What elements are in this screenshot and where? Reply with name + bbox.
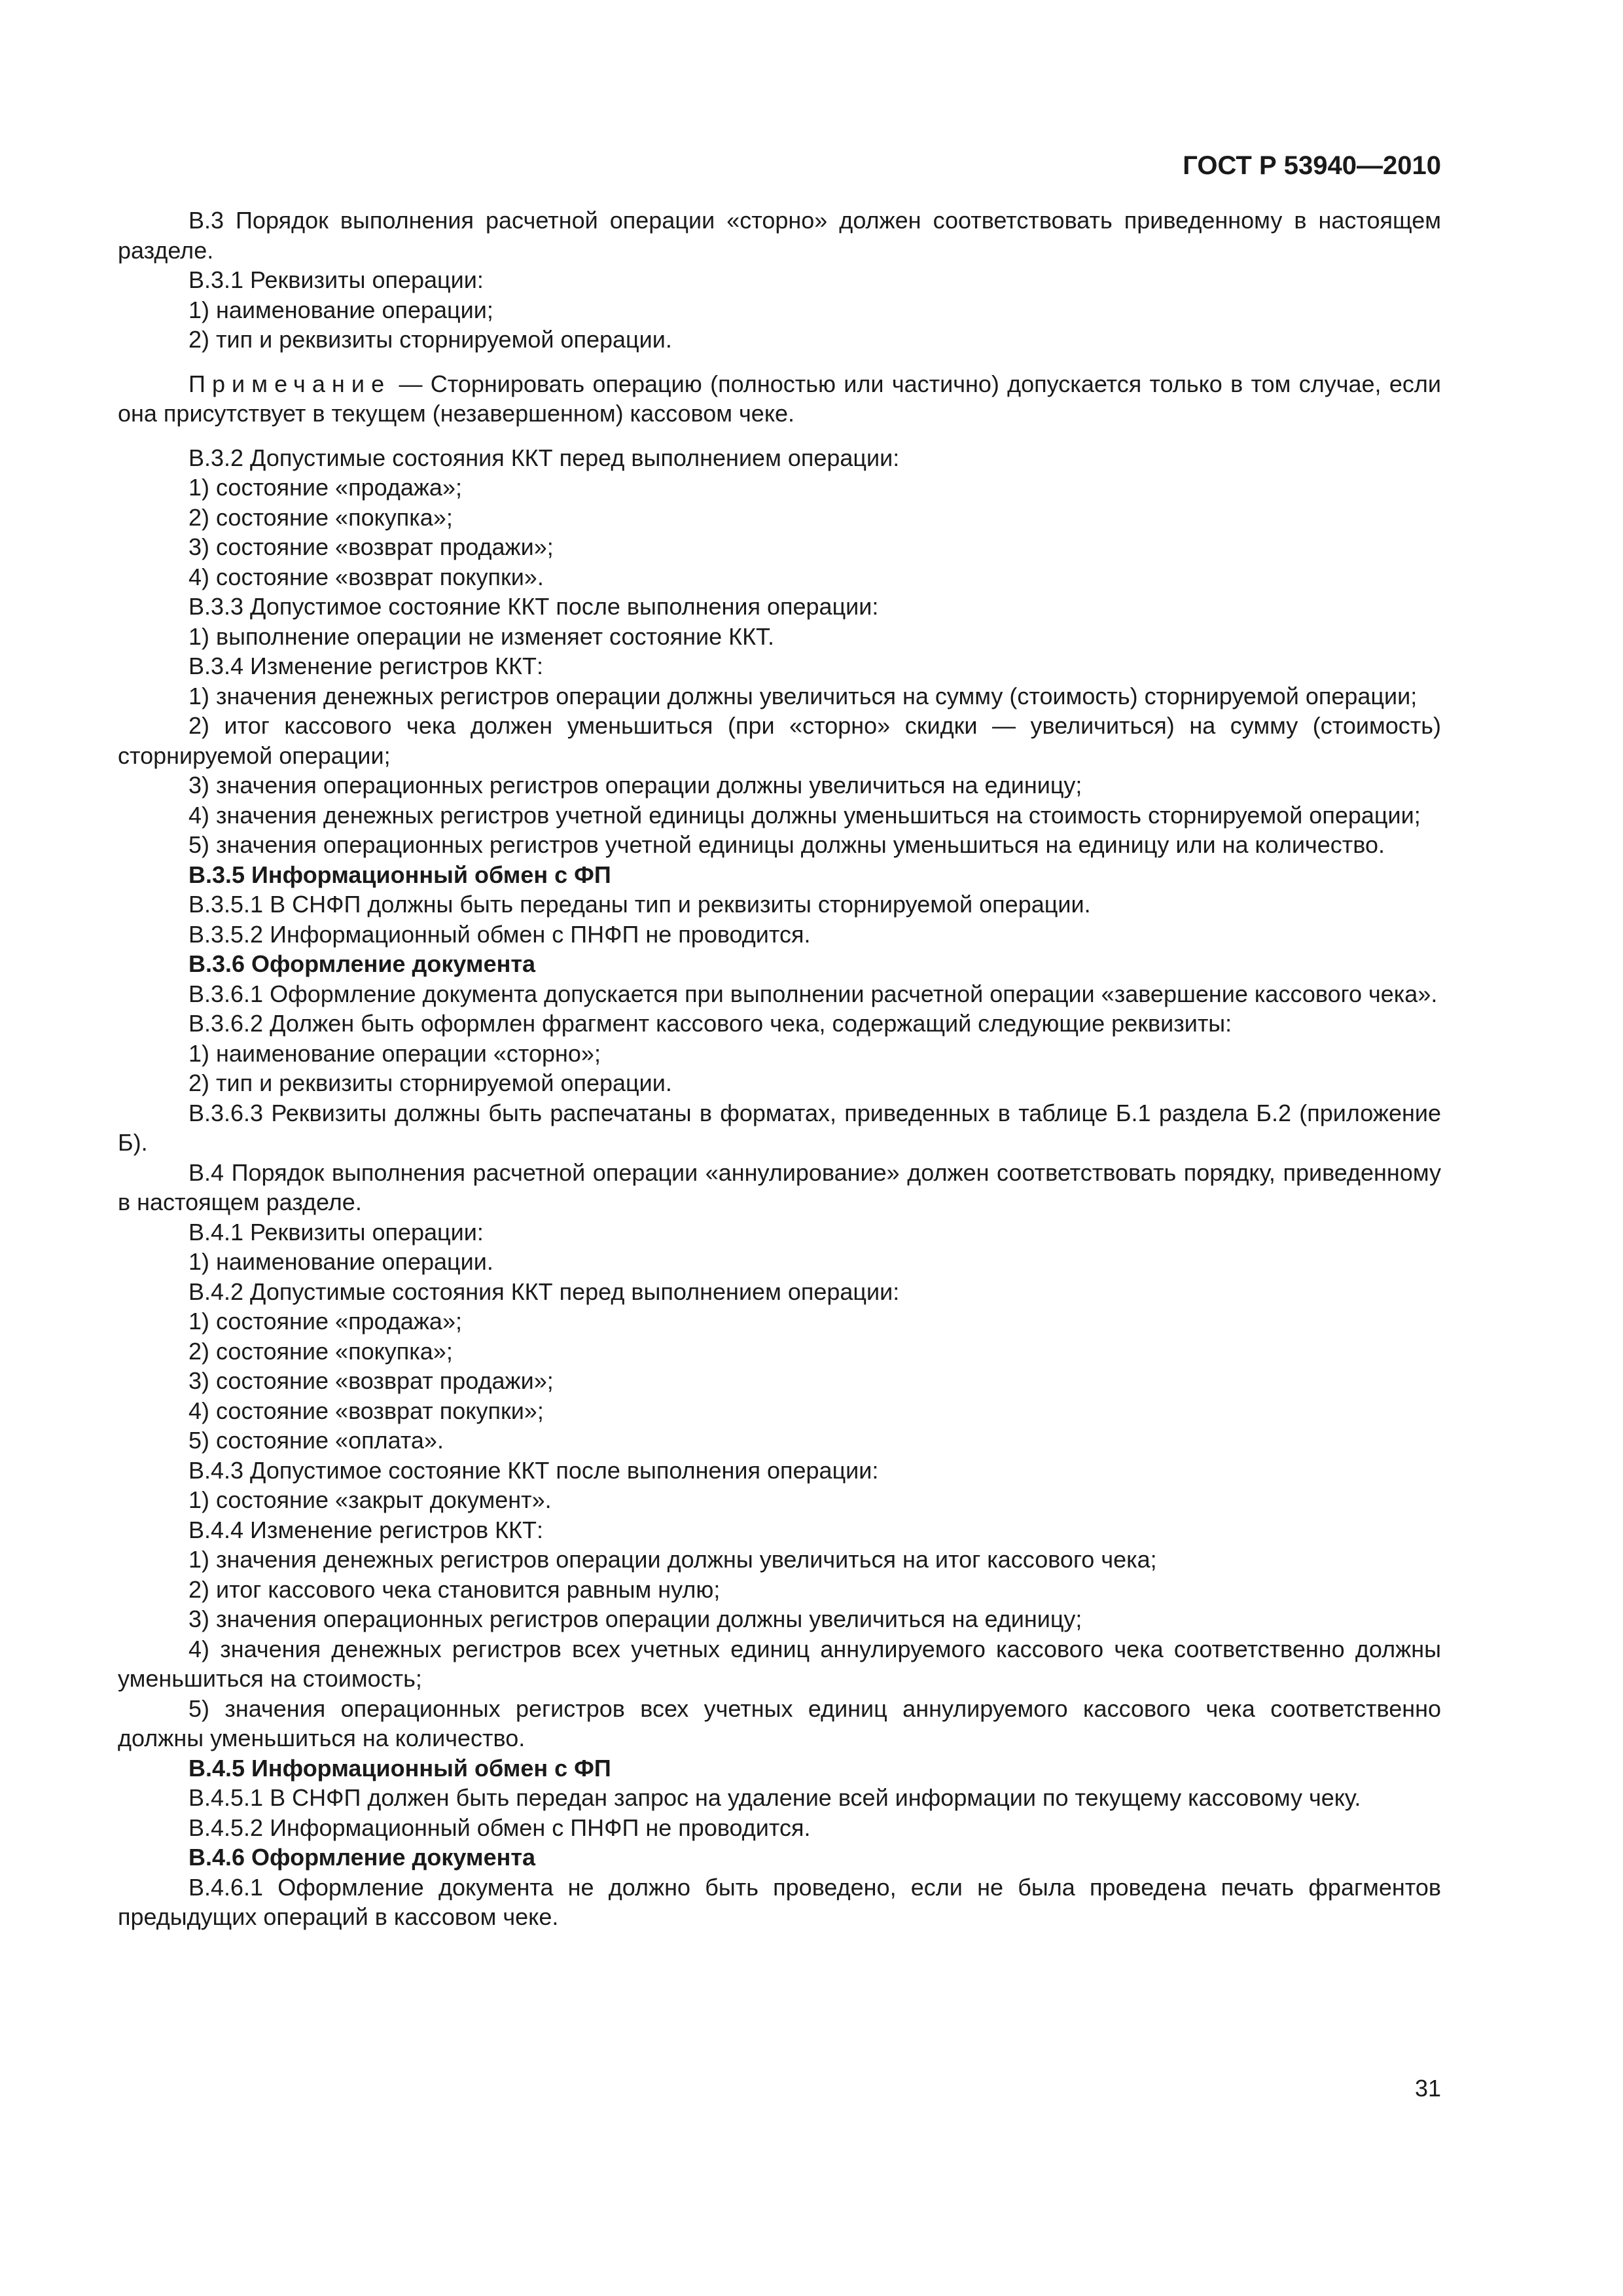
paragraph-b3-6-2: В.3.6.2 Должен быть оформлен фрагмент кассового чека, содержащий следующие реквизиты: xyxy=(188,1010,1232,1037)
list-item: 3) значения операционных регистров операции должны увеличиться на единицу; xyxy=(188,1605,1082,1632)
list-item: 1) наименование операции «сторно»; xyxy=(188,1039,601,1067)
list-item: 2) состояние «покупка»; xyxy=(188,503,453,531)
paragraph-b3-4: В.3.4 Изменение регистров ККТ: xyxy=(188,653,544,679)
paragraph-b3: В.3 Порядок выполнения расчетной операции «сторно» должен соответствовать приведенному в настоящем разделе. xyxy=(118,207,1441,264)
list-item: 1) состояние «продажа»; xyxy=(188,1308,462,1335)
section-heading-b3-6: В.3.6 Оформление документа xyxy=(188,950,535,977)
paragraph-b3-3: В.3.3 Допустимое состояние ККТ после выполнения операции: xyxy=(188,593,879,620)
document-header: ГОСТ Р 53940—2010 xyxy=(1183,151,1441,180)
paragraph-b4-3: В.4.3 Допустимое состояние ККТ после выполнения операции: xyxy=(188,1456,879,1484)
paragraph-b4-1: В.4.1 Реквизиты операции: xyxy=(188,1218,484,1246)
list-item: 1) значения денежных регистров операции должны увеличиться на сумму (стоимость) сторнируемой операции; xyxy=(188,682,1418,709)
section-heading-b3-5: В.3.5 Информационный обмен с ФП xyxy=(188,861,611,888)
paragraph-b3-1: В.3.1 Реквизиты операции: xyxy=(188,266,484,293)
list-item: 2) итог кассового чека должен уменьшиться (при «сторно» скидки — увеличиться) на сумму (стоимость) сторнируемой операции; xyxy=(118,712,1441,769)
note-label: Примечание xyxy=(188,370,391,397)
list-item: 2) тип и реквизиты сторнируемой операции. xyxy=(188,1069,672,1096)
paragraph-b4-4: В.4.4 Изменение регистров ККТ: xyxy=(188,1516,544,1543)
list-item: 3) состояние «возврат продажи»; xyxy=(188,1367,554,1394)
list-item: 4) значения денежных регистров учетной единицы должны уменьшиться на стоимость сторнируемой операции; xyxy=(188,801,1421,829)
paragraph-b3-6-3: В.3.6.3 Реквизиты должны быть распечатаны в форматах, приведенных в таблице Б.1 раздела Б.2 (приложение Б). xyxy=(118,1099,1441,1156)
list-item: 1) состояние «продажа»; xyxy=(188,474,462,501)
document-body xyxy=(118,149,1441,1932)
list-item: 4) состояние «возврат покупки». xyxy=(188,563,544,590)
section-heading-b4-6: В.4.6 Оформление документа xyxy=(188,1844,535,1871)
paragraph-b4-2: В.4.2 Допустимые состояния ККТ перед выполнением операции: xyxy=(188,1278,900,1305)
paragraph-b3-6-1: В.3.6.1 Оформление документа допускается при выполнении расчетной операции «завершение кассового чека». xyxy=(188,980,1438,1007)
paragraph-b4-5-1: В.4.5.1 В СНФП должен быть передан запрос на удаление всей информации по текущему кассовому чеку. xyxy=(188,1784,1361,1811)
list-item: 1) наименование операции; xyxy=(188,296,493,323)
paragraph-b4-5-2: В.4.5.2 Информационный обмен с ПНФП не проводится. xyxy=(188,1814,811,1841)
list-item: 3) состояние «возврат продажи»; xyxy=(188,533,554,560)
list-item: 4) состояние «возврат покупки»; xyxy=(188,1397,544,1424)
page-number: 31 xyxy=(1414,2075,1441,2102)
list-item: 5) значения операционных регистров учетной единицы должны уменьшиться на единицу или на количество. xyxy=(188,831,1385,858)
note-paragraph xyxy=(118,369,1441,429)
list-item: 3) значения операционных регистров операции должны увеличиться на единицу; xyxy=(188,772,1082,798)
paragraph-b3-5-1: В.3.5.1 В СНФП должны быть переданы тип и реквизиты сторнируемой операции. xyxy=(188,891,1091,918)
paragraph-b3-2: В.3.2 Допустимые состояния ККТ перед выполнением операции: xyxy=(188,444,900,471)
list-item: 4) значения денежных регистров всех учетных единиц аннулируемого кассового чека соответственно должны уменьшиться на стоимость; xyxy=(118,1635,1441,1692)
paragraph-b3-5-2: В.3.5.2 Информационный обмен с ПНФП не проводится. xyxy=(188,920,811,948)
paragraph-b4-6-1: В.4.6.1 Оформление документа не должно быть проведено, если не была проведена печать фрагментов предыдущих операций в кассовом чеке. xyxy=(118,1873,1441,1930)
list-item: 5) значения операционных регистров всех учетных единиц аннулируемого кассового чека соответственно должны уменьшиться на количество. xyxy=(118,1695,1441,1751)
list-item: 1) выполнение операции не изменяет состояние ККТ. xyxy=(188,622,775,650)
list-item: 1) значения денежных регистров операции должны увеличиться на итог кассового чека; xyxy=(188,1546,1157,1573)
list-item: 2) тип и реквизиты сторнируемой операции. xyxy=(188,326,672,353)
list-item: 2) состояние «покупка»; xyxy=(188,1337,453,1365)
list-item: 2) итог кассового чека становится равным нулю; xyxy=(188,1575,721,1603)
section-heading-b4-5: В.4.5 Информационный обмен с ФП xyxy=(188,1754,611,1782)
note-text: — Сторнировать операцию (полностью или частично) допускается только в том случае, если она присутствует в текущем (незавершенном) кассовом чеке. xyxy=(118,370,1441,427)
paragraph-b4: В.4 Порядок выполнения расчетной операции «аннулирование» должен соответствовать порядку, приведенному в настоящем разделе. xyxy=(118,1158,1441,1215)
list-item: 5) состояние «оплата». xyxy=(188,1427,444,1454)
list-item: 1) состояние «закрыт документ». xyxy=(188,1486,552,1513)
list-item: 1) наименование операции. xyxy=(188,1248,493,1275)
